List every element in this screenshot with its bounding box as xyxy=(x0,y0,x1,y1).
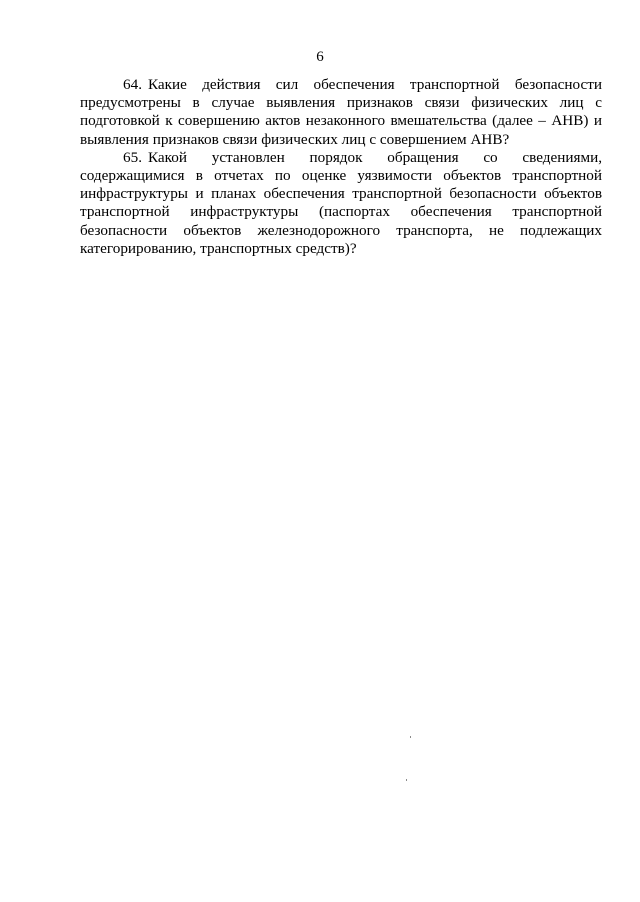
paragraph-64 xyxy=(80,76,602,149)
paragraph-65 xyxy=(80,149,602,258)
paragraph-number: 64. xyxy=(123,76,142,93)
paragraph-text: Какой установлен порядок обращения со сведениями, содержащимися в отчетах по оценке уязвимости объектов транспортной инфраструктуры и планах обеспечения транспортной безопасности объектов транспортной инфраструктуры (паспортах обеспечения транспортной безопасности объектов железнодорожного транспорта, не подлежащих категорированию, транспортных средств)? xyxy=(80,148,602,257)
scan-speck xyxy=(406,779,407,781)
paragraph-text: Какие действия сил обеспечения транспортной безопасности предусмотрены в случае выявления признаков связи физических лиц с подготовкой к совершению актов незаконного вмешательства (далее – АНВ) и выявления признаков связи физических лиц с совершением АНВ? xyxy=(80,76,602,148)
scan-speck xyxy=(410,736,411,738)
document-body xyxy=(80,76,602,258)
paragraph-number: 65. xyxy=(123,148,142,166)
page-number: 6 xyxy=(316,49,324,65)
